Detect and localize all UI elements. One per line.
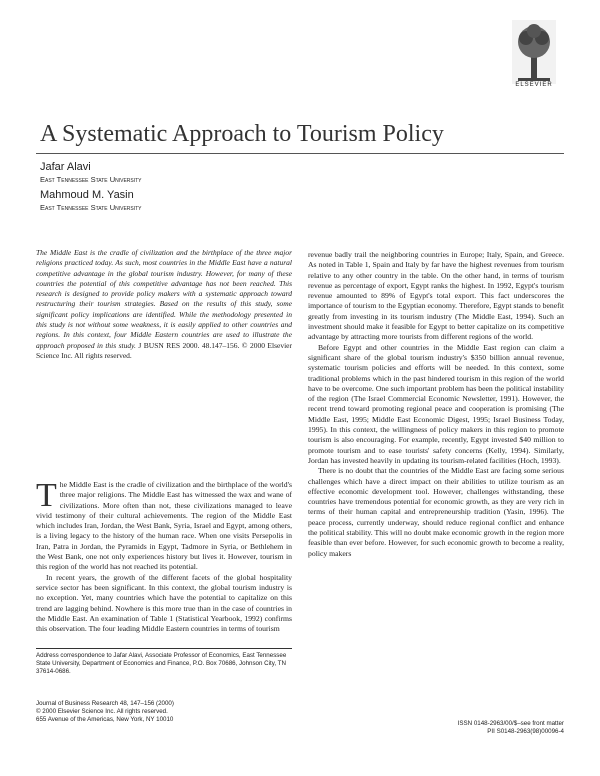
body-paragraph: There is no doubt that the countries of the Middle East are facing some serious challenges which have a direct impact on their abilities to utilize tourism as an effective economic development tool. However, challenges withstanding, these countries have tremendous potential for economic growth, as they are very rich in terms of their human capital and entrepreneurship tradition (Yasin, 1996). The peace process, currently underway, should reduce regional conflict and enhance the political stability. This will no doubt make economic growth in the region more feasible than ever before. However, for such economic growth to become a reality, policy makers [308, 466, 564, 558]
drop-cap: T [36, 477, 57, 514]
body-column-right [308, 250, 564, 559]
intro-paragraph [36, 477, 292, 573]
footnote-rule [36, 648, 292, 649]
issn-info [380, 720, 564, 736]
elsevier-tree-logo [512, 20, 556, 84]
abstract-citation: J BUSN RES 2000. 48.147–156. © 2000 Elsevier Science Inc. All rights reserved. [36, 340, 292, 360]
author-affiliation: East Tennessee State University [40, 203, 142, 212]
publisher-address: 655 Avenue of the Americas, New York, NY 10010 [36, 716, 174, 724]
article-title: A Systematic Approach to Tourism Policy [40, 121, 444, 147]
author-name: Mahmoud M. Yasin [40, 189, 134, 201]
issn-number: ISSN 0148-2963/00/$–see front matter [457, 720, 564, 727]
body-paragraph: In recent years, the growth of the different facets of the global hospitality service sector has been significant. In this context, the global tourism industry is no exception. Yet, many countries which have the potential to capitalize on this trend are lagging behind. Nowhere is this more true than in the case of countries in the Middle East. An examination of Table 1 (Statistical Yearbook, 1992) confirms this observation. The four leading Middle Eastern countries in terms of tourism [36, 572, 292, 634]
journal-info [36, 700, 292, 725]
body-paragraph: Before Egypt and other countries in the Middle East region can claim a significant share of the global tourism industry's $350 billion annual revenue, systematic tourism policies and efforts will be needed. In this context, some traditional problems which in the past hindered tourism in this region of the world have to be overcome. One such important problem has been the political instability of the region (The Israel Commercial Economic Newsletter, 1991). However, the recent trend toward promoting regional peace and cooperation is promising (The Middle East, 1995; Middle East Economic Digest, 1995; Israel Business Today, 1995). In this context, the willingness of policy makers in this region to promote tourism is also encouraging. For example, recently, Egypt invested $40 million to promote tourism and to ease tourists' safety concerns (Kelly, 1994). Similarly, Jordan has invested heavily in updating its tourism-related facilities (Hoch, 1993). [308, 342, 564, 465]
abstract-text: The Middle East is the cradle of civilization and the birthplace of the three major religions practiced today. As such, most countries in the Middle East have a natural competitive advantage in the global tourism industry. However, for many of these countries the potential of this competitive advantage has not been reached. This research is designed to provide policy makers with a systematic approach toward restructuring their tourism strategies. Based on the results of this study, some significant policy implications are identified. While the methodology presented in this study is not without some weakness, it is easily applied to other countries and regions. In this context, four Middle Eastern countries are used to illustrate the approach proposed in this study. [36, 248, 292, 350]
pii-number: PII S0148-2963(98)00096-4 [487, 728, 564, 736]
publisher-wordmark: ELSEVIER [515, 82, 553, 88]
body-paragraph: revenue badly trail the neighboring countries in Europe; Italy, Spain, and Greece. As noted in Table 1, Spain and Italy by far have the highest revenues from tourism relative to any other country in the table. On the other hand, in terms of tourism revenue as percentage of export, Egypt ranks the highest. In 1992, Egypt's tourism revenue amounted to 89% of Egypt's total export. This fact underscores the importance of tourism to the Egyptian economy. Therefore, Egypt stands to benefit greatly from investing in its tourism industry (The Middle East, 1994). Such an investment should make it feasible for Egypt to better capitalize on its competitive advantage by attracting more tourists from different regions of the world. [308, 250, 564, 342]
body-column-left [36, 477, 292, 634]
paragraph-text: he Middle East is the cradle of civilization and the birthplace of the world's three major religions. The Middle East has witnessed the wax and wane of civilizations. More often than not, these civilizations managed to leave vivid testimony of their cultural achievements. The region of the Middle East which includes Iran, Jordan, the West Bank, Syria, Israel and Egypt, among others, is a living legacy to the history of the human race. When one visits Persepolis in Iran, Patra in Jordan, the Pyramids in Egypt, Tadmore in Syria, or Bethlehem in the West Bank, one not only experiences history but lives it. However, tourism in this region of the world has not reached its potential. [36, 480, 292, 572]
title-rule [36, 153, 564, 154]
journal-copyright: © 2000 Elsevier Science Inc. All rights reserved. [36, 708, 168, 716]
author-affiliation: East Tennessee State University [40, 175, 142, 184]
abstract [36, 248, 292, 361]
author-name: Jafar Alavi [40, 161, 91, 173]
journal-citation: Journal of Business Research 48, 147–156 (2000) [36, 700, 174, 707]
correspondence-footnote: Address correspondence to Jafar Alavi, Associate Professor of Economics, East Tennessee State University, Department of Economics and Finance, P.O. Box 70686, Johnson City, TN 37614-0686. [36, 652, 287, 676]
